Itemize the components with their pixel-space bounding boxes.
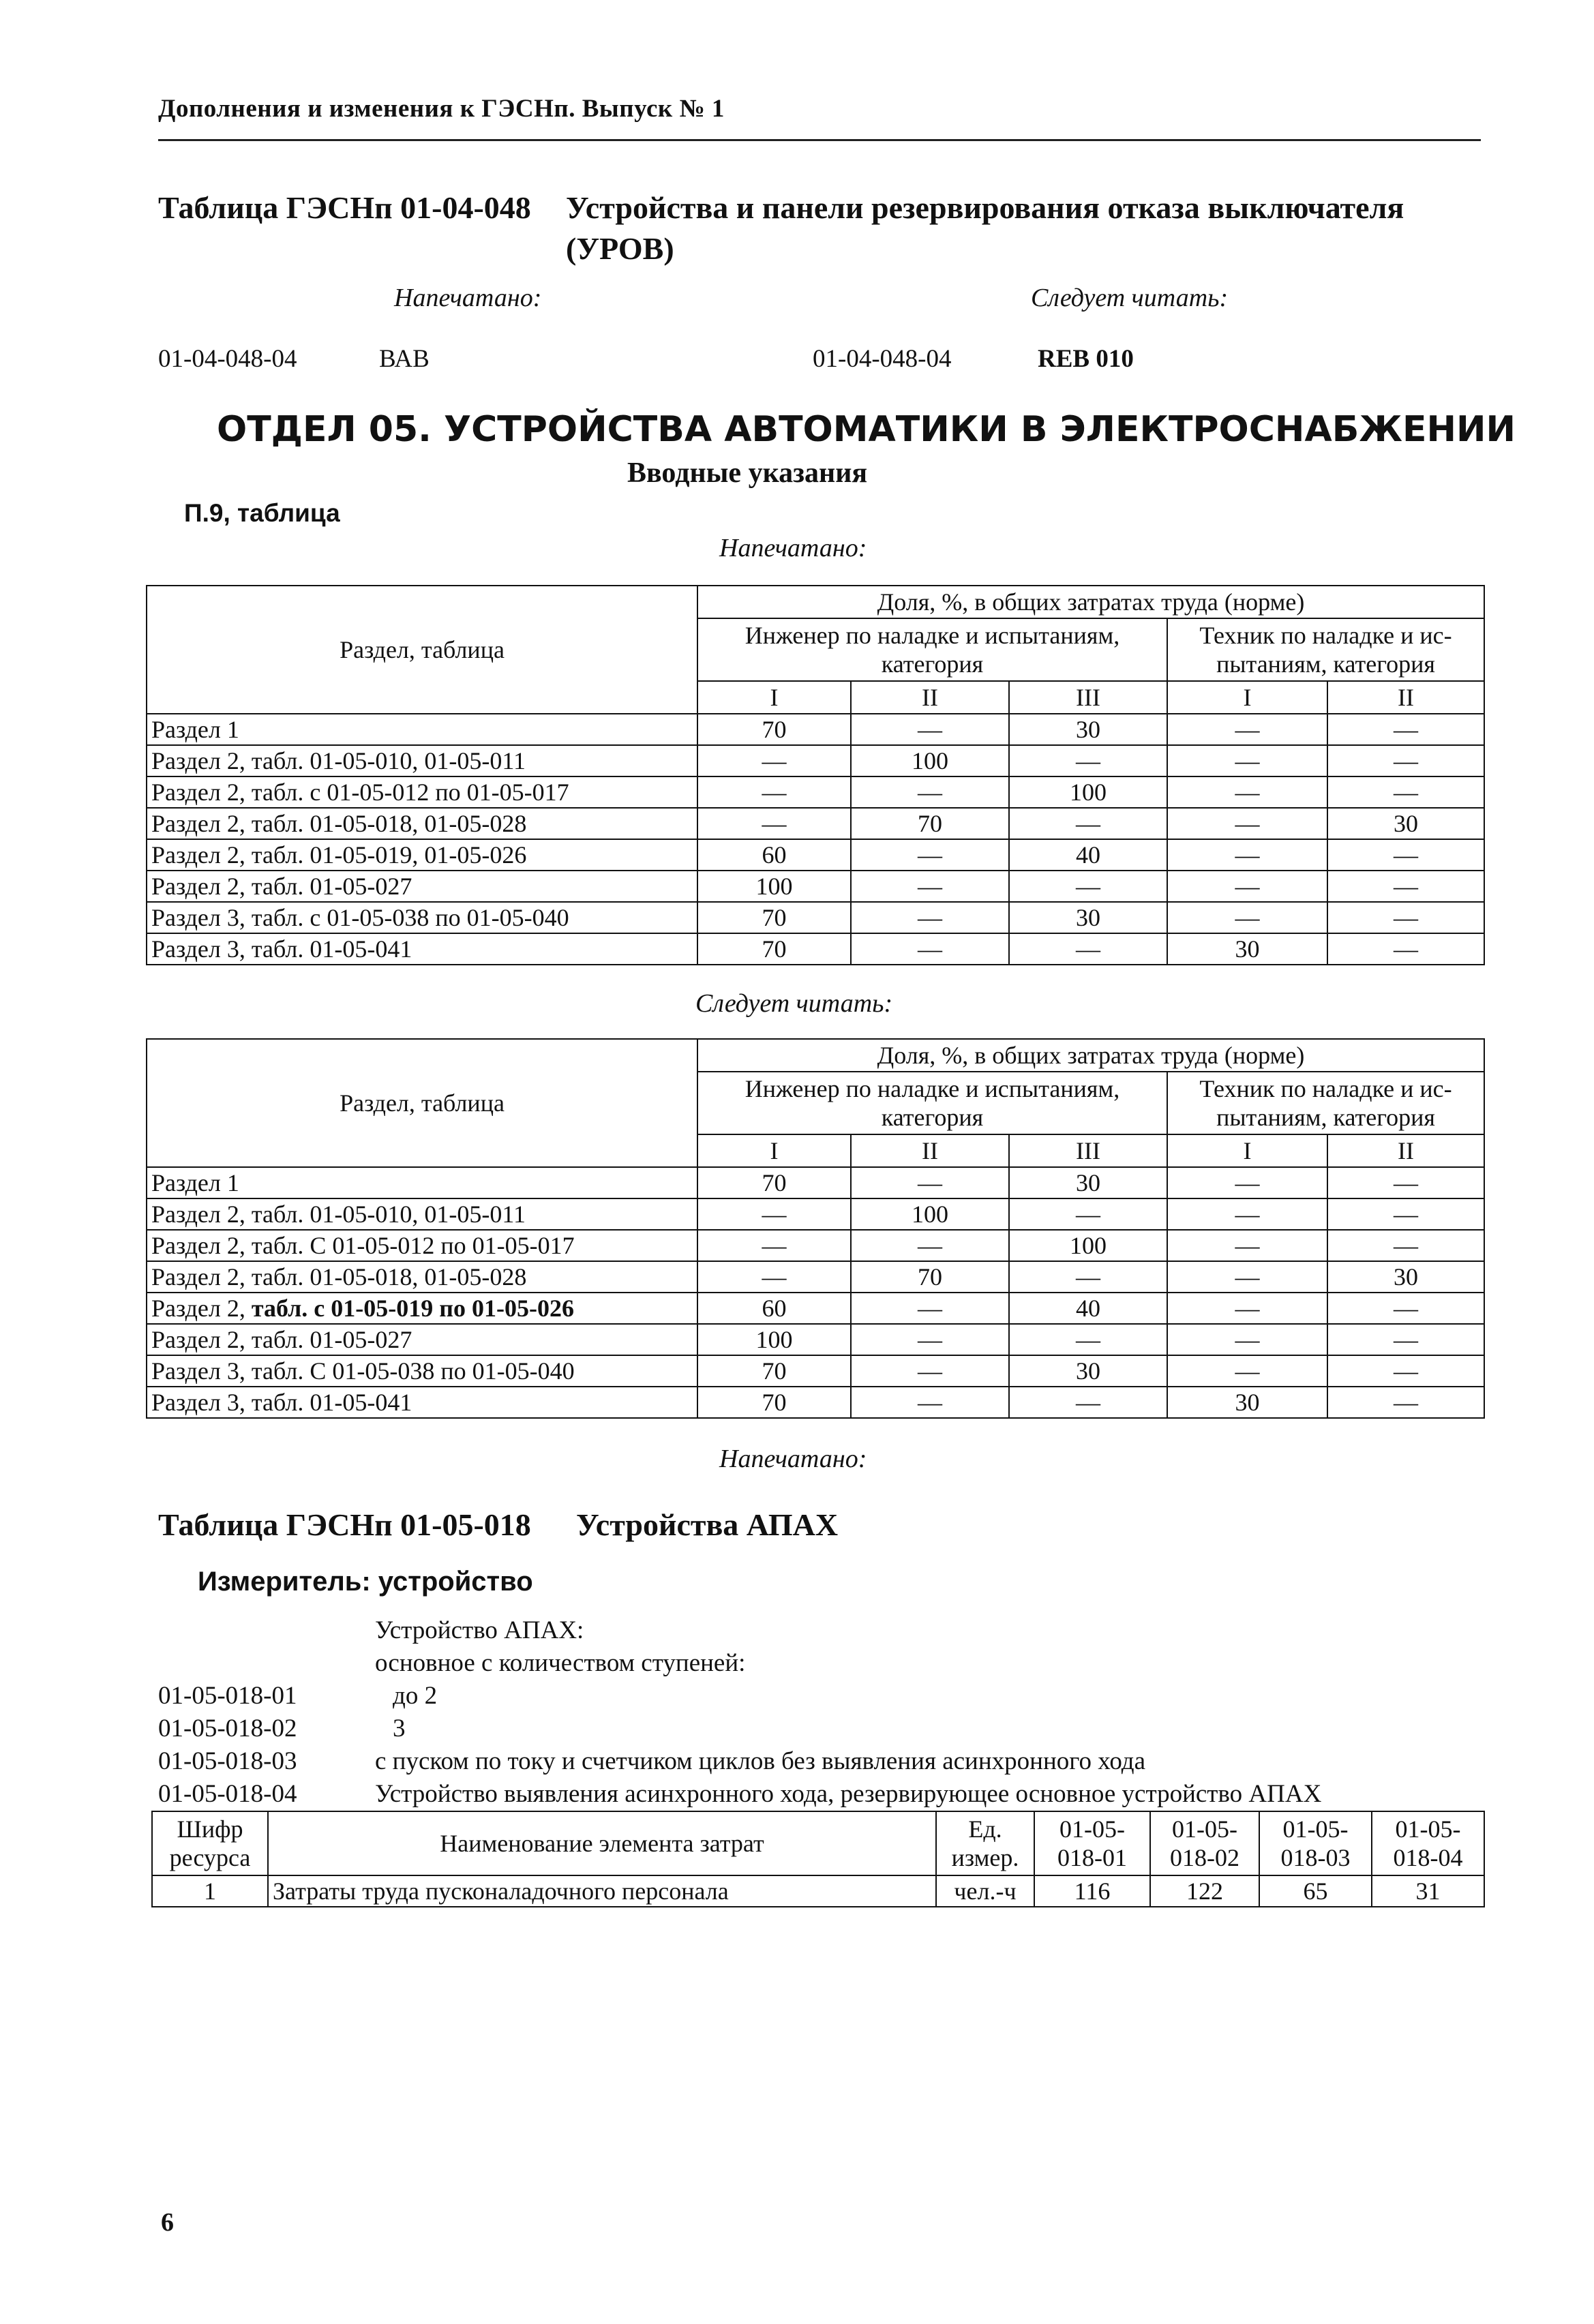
cell: — [1009,745,1167,776]
table-row [147,1261,1484,1293]
table-048-title-line2: (УРОВ) [566,231,674,266]
row-label-part: Раздел 2, [151,1295,252,1322]
cell: 70 [697,1387,851,1418]
running-header: Дополнения и изменения к ГЭСНп. Выпуск № 1 [158,95,725,123]
cell: — [851,714,1009,745]
cell: — [1167,1261,1327,1293]
table-row [147,933,1484,965]
cat-header: II [1327,681,1484,714]
table-row [147,871,1484,902]
cost-unit: чел.-ч [936,1875,1034,1907]
cat-header: I [697,1134,851,1167]
table-row [147,1230,1484,1261]
table-row [147,714,1484,745]
measure-unit: Измеритель: устройство [198,1567,533,1597]
cell: 70 [851,1261,1009,1293]
cell: 60 [697,1293,851,1324]
row-label: Раздел 2, табл. с 01-05-012 по 01-05-017 [147,776,697,808]
item-code: 01-05-018-01 [158,1682,297,1710]
cell: — [1009,933,1167,965]
item-text: до 2 [393,1682,438,1710]
row-label: Раздел 2, табл. 01-05-018, 01-05-028 [147,808,697,839]
cat-header: II [851,1134,1009,1167]
clause-label: П.9, таблица [184,499,340,527]
cell: — [1327,1324,1484,1355]
cell: — [1327,933,1484,965]
cell: — [697,1198,851,1230]
cost-header-col: 01-05-018-02 [1150,1811,1259,1875]
cell: 30 [1009,714,1167,745]
cell: 100 [1009,1230,1167,1261]
cell: 40 [1009,839,1167,871]
cell: 65 [1259,1875,1372,1907]
table-row [147,1293,1484,1324]
col-engineer-header: Инженер по наладке и испытаниям, категория [697,618,1167,681]
table-row [147,839,1484,871]
read-label-048: Следует читать: [1031,284,1229,312]
cell: 30 [1167,933,1327,965]
cell: — [1167,714,1327,745]
cell: — [1327,1355,1484,1387]
cell: 100 [697,871,851,902]
col-engineer-header: Инженер по наладке и испытаниям, категория [697,1072,1167,1134]
cost-header-col: 01-05-018-01 [1034,1811,1150,1875]
header-rule [158,139,1481,141]
printed-code-048: 01-04-048-04 [158,345,297,373]
table-row [147,1387,1484,1418]
cell: — [1009,1387,1167,1418]
cell: 116 [1034,1875,1150,1907]
cell: — [1167,1293,1327,1324]
cell: — [851,1324,1009,1355]
page-number: 6 [161,2208,174,2237]
cell: — [1009,871,1167,902]
intro-line-1: Устройство АПАХ: [375,1616,584,1644]
item-text: Устройство выявления асинхронного хода, резервирующее основное устройство АПАХ [375,1780,1322,1808]
row-label: Раздел 1 [147,1167,697,1198]
printed-label-table: Напечатано: [719,534,867,562]
cell: — [851,933,1009,965]
table-row [152,1875,1484,1907]
cell: — [1009,1198,1167,1230]
cell: — [1327,839,1484,871]
cell: 60 [697,839,851,871]
table-row [147,745,1484,776]
read-code-048: 01-04-048-04 [813,345,952,373]
printed-value-048: ВАВ [379,345,430,373]
col-share-header: Доля, %, в общих затратах труда (норме) [697,1039,1484,1072]
col-share-header: Доля, %, в общих затратах труда (норме) [697,586,1484,618]
row-label: Раздел 3, табл. с 01-05-038 по 01-05-040 [147,902,697,933]
table-018-label: Таблица ГЭСНп 01-05-018 [158,1507,531,1542]
item-code: 01-05-018-03 [158,1747,297,1775]
item-text: 3 [393,1715,406,1742]
col-technician-header: Техник по наладке и ис-пытаниям, категория [1167,1072,1484,1134]
cell: 30 [1327,1261,1484,1293]
cost-header-name: Наименование элемента затрат [268,1811,936,1875]
col-section-header: Раздел, таблица [147,1039,697,1167]
cell: — [1167,902,1327,933]
read-label-table: Следует читать: [695,989,893,1018]
cell: — [851,1293,1009,1324]
cell: — [697,808,851,839]
table-row [147,776,1484,808]
table-row [147,1324,1484,1355]
row-label: Раздел 3, табл. С 01-05-038 по 01-05-040 [147,1355,697,1387]
table-row [147,1167,1484,1198]
cell: — [1009,808,1167,839]
cell: — [1167,745,1327,776]
share-table-read [146,1038,1485,1419]
cell: — [1327,1198,1484,1230]
cell: 100 [1009,776,1167,808]
col-technician-header: Техник по наладке и ис-пытаниям, категория [1167,618,1484,681]
cell: — [851,776,1009,808]
cell: 70 [697,902,851,933]
cat-header: III [1009,681,1167,714]
cell: — [1167,839,1327,871]
cell: 70 [697,714,851,745]
row-label [147,1293,697,1324]
table-row [147,902,1484,933]
cell: — [1327,871,1484,902]
cell: — [697,1261,851,1293]
cell: 30 [1167,1387,1327,1418]
cell: — [697,745,851,776]
table-048-title-line1: Устройства и панели резервирования отказа выключателя [566,190,1404,225]
cat-header: I [1167,681,1327,714]
row-label: Раздел 2, табл. 01-05-018, 01-05-028 [147,1261,697,1293]
cost-code: 1 [152,1875,268,1907]
cell: — [1327,745,1484,776]
cell: — [1167,776,1327,808]
cell: — [851,902,1009,933]
cat-header: I [697,681,851,714]
cell: 100 [851,745,1009,776]
cell: — [851,1355,1009,1387]
cell: — [1327,776,1484,808]
cell: — [1167,871,1327,902]
row-label: Раздел 2, табл. 01-05-019, 01-05-026 [147,839,697,871]
cell: 100 [851,1198,1009,1230]
table-row [147,808,1484,839]
intro-subtitle: Вводные указания [627,457,868,489]
cell: — [1167,1230,1327,1261]
cell: — [1009,1324,1167,1355]
cell: — [1327,1167,1484,1198]
cell: 70 [697,1355,851,1387]
cell: — [1167,1167,1327,1198]
item-text: с пуском по току и счетчиком циклов без выявления асинхронного хода [375,1747,1146,1775]
intro-line-2: основное с количеством ступеней: [375,1649,746,1677]
cost-header-col: 01-05-018-03 [1259,1811,1372,1875]
cost-header-col: 01-05-018-04 [1372,1811,1484,1875]
row-label: Раздел 2, табл. 01-05-010, 01-05-011 [147,1198,697,1230]
cell: — [1167,1355,1327,1387]
table-row [147,1198,1484,1230]
cell: 30 [1327,808,1484,839]
cat-header: III [1009,1134,1167,1167]
cell: — [1327,902,1484,933]
cell: — [1327,1293,1484,1324]
cell: 30 [1009,1355,1167,1387]
printed-label-048: Напечатано: [394,284,542,312]
row-label: Раздел 3, табл. 01-05-041 [147,1387,697,1418]
col-section-header: Раздел, таблица [147,586,697,714]
cell: — [1009,1261,1167,1293]
cat-header: II [851,681,1009,714]
item-code: 01-05-018-04 [158,1780,297,1808]
row-label: Раздел 1 [147,714,697,745]
cell: 30 [1009,902,1167,933]
cell: — [1327,1387,1484,1418]
item-code: 01-05-018-02 [158,1715,297,1742]
cell: — [851,1230,1009,1261]
cell: — [1327,714,1484,745]
table-018-title: Устройства АПАХ [576,1507,839,1542]
read-value-048: REB 010 [1038,345,1134,373]
cell: — [1167,1324,1327,1355]
row-label: Раздел 2, табл. С 01-05-012 по 01-05-017 [147,1230,697,1261]
row-label: Раздел 3, табл. 01-05-041 [147,933,697,965]
cell: — [697,776,851,808]
row-label: Раздел 2, табл. 01-05-010, 01-05-011 [147,745,697,776]
cell: — [851,1387,1009,1418]
cost-header-code: Шифр ресурса [152,1811,268,1875]
table-row [147,1355,1484,1387]
cell: 100 [697,1324,851,1355]
cost-table [151,1811,1485,1907]
department-05-title: ОТДЕЛ 05. УСТРОЙСТВА АВТОМАТИКИ В ЭЛЕКТРОСНАБЖЕНИИ [217,409,1516,450]
cell: 70 [851,808,1009,839]
cost-name: Затраты труда пусконаладочного персонала [268,1875,936,1907]
cell: 122 [1150,1875,1259,1907]
cat-header: II [1327,1134,1484,1167]
cell: 40 [1009,1293,1167,1324]
row-label-emphasis: табл. с 01-05-019 по 01-05-026 [251,1295,574,1322]
cell: — [851,1167,1009,1198]
cell: — [1167,1198,1327,1230]
cell: — [851,839,1009,871]
cell: 30 [1009,1167,1167,1198]
cell: — [1167,808,1327,839]
table-048-label: Таблица ГЭСНп 01-04-048 [158,190,531,225]
printed-label-018: Напечатано: [719,1445,867,1473]
cat-header: I [1167,1134,1327,1167]
share-table-printed [146,585,1485,965]
cell: 70 [697,1167,851,1198]
row-label: Раздел 2, табл. 01-05-027 [147,1324,697,1355]
cell: — [697,1230,851,1261]
cell: — [851,871,1009,902]
cell: 31 [1372,1875,1484,1907]
row-label: Раздел 2, табл. 01-05-027 [147,871,697,902]
cell: 70 [697,933,851,965]
cell: — [1327,1230,1484,1261]
cost-header-unit: Ед. измер. [936,1811,1034,1875]
